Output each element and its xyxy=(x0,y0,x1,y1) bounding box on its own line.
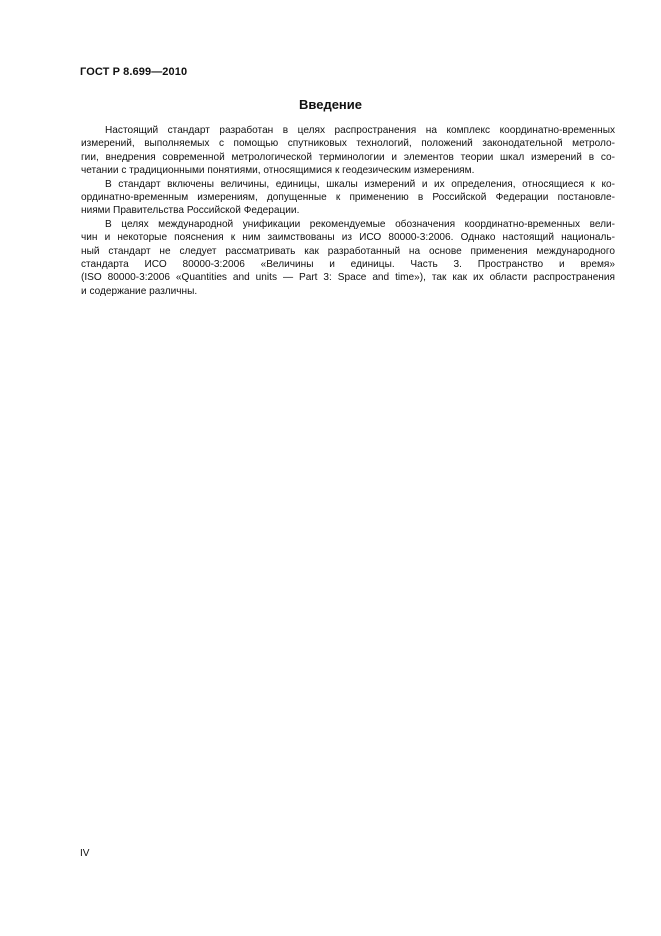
text-line: чин и некоторые пояснения к ним заимствованы из ИСО 80000-3:2006. Однако настоящий националь- xyxy=(81,232,615,244)
text-line: четании с традиционными понятиями, относящимися к геодезическим измерениям. xyxy=(81,165,475,177)
text-line: ный стандарт не следует рассматривать как разработанный на основе применения международного xyxy=(81,245,615,257)
text-line: и содержание различны. xyxy=(81,285,198,297)
paragraph-1 xyxy=(81,124,615,178)
body-text xyxy=(81,124,615,298)
text-line: ниями Правительства Российской Федерации. xyxy=(81,205,300,217)
text-line: В стандарт включены величины, единицы, шкалы измерений и их определения, относящиеся к ко- xyxy=(105,178,615,190)
paragraph-2 xyxy=(81,178,615,218)
text-line: (ISO 80000-3:2006 «Quantities and units — Part 3: Space and time»), так как их области распространения xyxy=(81,272,615,284)
text-line: В целях международной унификации рекомендуемые обозначения координатно-временных вели- xyxy=(105,218,615,230)
document-code: ГОСТ Р 8.699—2010 xyxy=(80,66,188,78)
text-line: гии, внедрения современной метрологической терминологии и элементов теории шкал измерений в со- xyxy=(81,151,615,163)
page-number: IV xyxy=(80,848,90,859)
text-line: стандарта ИСО 80000-3:2006 «Величины и единицы. Часть 3. Пространство и время» xyxy=(81,259,615,271)
text-line: Настоящий стандарт разработан в целях распространения на комплекс координатно-временных xyxy=(105,125,615,136)
text-line: ординатно-временным измерениям, допущенные к применению в Российской Федерации постановле- xyxy=(81,192,615,204)
paragraph-3 xyxy=(81,218,615,298)
text-line: измерений, выполняемых с помощью спутниковых технологий, положений законодательной метроло- xyxy=(81,138,615,150)
section-title: Введение xyxy=(299,97,362,112)
